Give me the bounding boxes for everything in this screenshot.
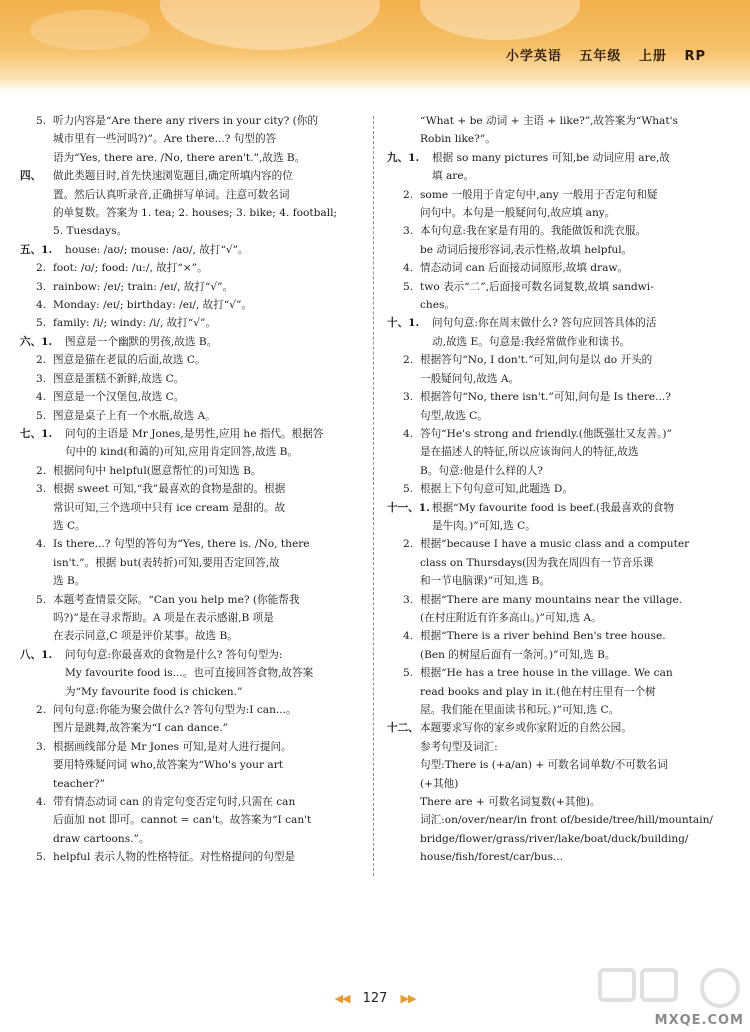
answer-item bbox=[20, 333, 363, 351]
item-number: 六、1. bbox=[20, 335, 53, 348]
subject-label: 小学英语 bbox=[505, 49, 562, 64]
answer-item bbox=[20, 591, 363, 646]
item-text-line: 屋。我们能在里面读书和玩。)”可知,选 C。 bbox=[420, 704, 620, 716]
item-number: 2. bbox=[403, 188, 414, 201]
item-text-line: foot: /ʊ/; food: /u:/, 故打“×”。 bbox=[53, 262, 208, 275]
item-text-line: 和一节电脑课)”可知,选 B。 bbox=[420, 575, 551, 588]
answer-column-right bbox=[387, 112, 732, 867]
item-number: 十二、 bbox=[387, 722, 419, 735]
answer-item bbox=[20, 848, 363, 866]
item-text-line: house: /aʊ/; mouse: /aʊ/, 故打“√”。 bbox=[65, 243, 249, 256]
item-text-line: 为“My favourite food is chicken.” bbox=[65, 685, 243, 698]
item-text-line: Monday: /eɪ/; birthday: /eɪ/, 故打“√”。 bbox=[53, 299, 253, 312]
answer-item bbox=[387, 259, 732, 277]
item-number: 5. bbox=[36, 115, 47, 127]
item-text-line: 情态动词 can 后面接动词原形,故填 draw。 bbox=[420, 262, 629, 275]
grade-label: 五年级 bbox=[579, 49, 622, 64]
item-text-line: 动,故选 E。句意是:我经常做作业和读书。 bbox=[432, 335, 631, 348]
item-text-line: 问句中。本句是一般疑问句,故应填 any。 bbox=[420, 207, 616, 220]
watermark-text: MXQE.COM bbox=[654, 1013, 744, 1028]
item-number: 3. bbox=[36, 280, 47, 293]
item-number: 2. bbox=[403, 354, 414, 367]
next-arrows-icon: ▶▶ bbox=[400, 992, 416, 1005]
item-text-line: read books and play in it.(他在村庄里有一个树 bbox=[420, 685, 656, 698]
answer-item bbox=[20, 793, 363, 848]
item-number: 3. bbox=[403, 225, 414, 238]
item-number: 2. bbox=[36, 704, 47, 716]
answer-item bbox=[387, 499, 732, 536]
item-text-line: B。句意:他是什么样的人? bbox=[420, 464, 543, 477]
item-number: 4. bbox=[36, 796, 47, 809]
prev-arrows-icon: ◀◀ bbox=[334, 992, 350, 1005]
item-number: 4. bbox=[403, 427, 414, 440]
answer-item bbox=[20, 167, 363, 241]
item-number: 2. bbox=[403, 538, 414, 551]
item-text-line: some 一般用于肯定句中,any 一般用于否定句和疑 bbox=[420, 188, 658, 201]
answer-item bbox=[20, 646, 363, 701]
item-text-line: 根据 sweet 可知,“我”最喜欢的食物是甜的。根据 bbox=[53, 483, 286, 496]
item-text-line: 本题要求写你的家乡或你家附近的自然公园。 bbox=[420, 722, 632, 735]
item-text-line: 词汇:on/over/near/in front of/beside/tree/hill/mountain/ bbox=[420, 814, 713, 827]
item-number: 5. bbox=[36, 851, 47, 864]
item-text-line: My favourite food is...。也可直接回答食物,故答案 bbox=[65, 667, 314, 680]
item-text-line: 根据问句中 helpful(愿意帮忙的)可知选 B。 bbox=[53, 464, 262, 477]
item-text-line: draw cartoons.”。 bbox=[53, 832, 150, 845]
item-text-line: 是在描述人的特征,所以应该询问人的特征,故选 bbox=[420, 446, 639, 459]
page-number: 127 bbox=[362, 991, 388, 1006]
answer-item bbox=[387, 664, 732, 719]
item-text-line: 做此类题目时,首先快速浏览题目,确定所填内容的位 bbox=[53, 170, 293, 183]
item-number: 3. bbox=[403, 391, 414, 404]
item-text-line: teacher?” bbox=[53, 777, 106, 790]
answer-item bbox=[20, 351, 363, 369]
item-number: 十一、1. bbox=[387, 501, 430, 514]
item-text-line: 的单复数。答案为 1. tea; 2. houses; 3. bike; 4. football; bbox=[53, 207, 338, 220]
answer-item bbox=[387, 388, 732, 425]
volume-label: 上册 bbox=[638, 49, 667, 64]
item-text-line: house/fish/forest/car/bus... bbox=[420, 851, 564, 864]
item-text-line: class on Thursdays(因为我在周四有一节音乐课 bbox=[420, 556, 654, 569]
item-text-line: 答句“He's strong and friendly.(他既强壮又友善。)” bbox=[420, 427, 672, 440]
item-number: 5. bbox=[403, 667, 414, 680]
item-text-line: Robin like?”。 bbox=[420, 133, 496, 146]
item-text-line: 是牛肉。)”可知,选 C。 bbox=[432, 519, 536, 532]
book-info bbox=[494, 45, 706, 64]
item-text-line: 根据上下句句意可知,此题选 D。 bbox=[420, 483, 573, 496]
item-number: 五、1. bbox=[20, 243, 53, 256]
answer-item bbox=[387, 186, 732, 223]
item-text-line: 根据“because I have a music class and a computer bbox=[420, 538, 690, 551]
item-text-line: 选 B。 bbox=[53, 575, 86, 588]
item-number: 4. bbox=[36, 391, 47, 404]
item-text-line: 根据“My favourite food is beef.(我最喜欢的食物 bbox=[432, 501, 675, 514]
item-number: 5. bbox=[36, 409, 47, 422]
item-text-line: 问句句意:你能为聚会做什么? 答句句型为:I can...。 bbox=[53, 704, 297, 716]
answer-item bbox=[20, 259, 363, 277]
answer-item bbox=[20, 370, 363, 388]
item-number: 4. bbox=[36, 538, 47, 551]
answer-column-left bbox=[20, 112, 363, 867]
item-text-line: 问句句意:你在周末做什么? 答句应回答具体的活 bbox=[432, 317, 657, 330]
answer-item bbox=[387, 314, 732, 351]
item-text-line: 根据答句“No, I don't.”可知,问句是以 do 开头的 bbox=[420, 354, 653, 367]
item-text-line: (+其他) bbox=[420, 777, 459, 790]
answer-item bbox=[387, 480, 732, 498]
item-text-line: 置。然后认真听录音,正确拼写单词。注意可数名词 bbox=[53, 188, 290, 201]
item-text-line: 句型,故选 C。 bbox=[420, 409, 488, 422]
answer-item bbox=[387, 278, 732, 315]
item-text-line: 语为“Yes, there are. /No, there aren't.”,故选 B。 bbox=[53, 151, 306, 164]
answer-item bbox=[20, 425, 363, 462]
item-number: 5. bbox=[403, 483, 414, 496]
answer-item bbox=[20, 296, 363, 314]
answer-item bbox=[20, 535, 363, 590]
item-text-line: rainbow: /eɪ/; train: /eɪ/, 故打“√”。 bbox=[53, 280, 234, 293]
answer-item bbox=[20, 462, 363, 480]
item-text-line: 根据答句“No, there isn't.”可知,问句是 Is there...? bbox=[420, 391, 671, 404]
answer-item bbox=[20, 112, 363, 167]
item-number: 七、1. bbox=[20, 427, 53, 440]
item-number: 4. bbox=[36, 299, 47, 312]
item-text-line: 本题考查情景交际。“Can you help me? (你能帮我 bbox=[53, 593, 300, 606]
item-text-line: helpful 表示人物的性格特征。对性格提问的句型是 bbox=[53, 851, 296, 864]
item-text-line: 根据“There are many mountains near the village. bbox=[420, 593, 683, 606]
answer-item bbox=[20, 314, 363, 332]
item-text-line: 问句的主语是 Mr Jones,是男性,应用 he 指代。根据答 bbox=[65, 427, 324, 440]
answer-item bbox=[387, 535, 732, 590]
item-text-line: ches。 bbox=[420, 299, 456, 312]
answer-item bbox=[20, 278, 363, 296]
item-text-line: 根据画线部分是 Mr Jones 可知,是对人进行提问。 bbox=[53, 740, 292, 753]
item-number: 3. bbox=[36, 740, 47, 753]
item-text-line: family: /i/; windy: /i/, 故打“√”。 bbox=[53, 317, 217, 330]
item-text-line: 图意是猫在老鼠的后面,故选 C。 bbox=[53, 354, 206, 367]
item-text-line: 在表示同意,C 项是评价某事。故选 B。 bbox=[53, 630, 238, 643]
item-text-line: 图意是蛋糕不新鲜,故选 C。 bbox=[53, 372, 185, 385]
item-text-line: 本句句意:我在家是有用的。我能做饭和洗衣服。 bbox=[420, 225, 647, 238]
item-text-line: “What + be 动词 + 主语 + like?”,故答案为“What's bbox=[420, 115, 678, 127]
item-text-line: 后面加 not 即可。cannot = can't。故答案为“I can't bbox=[53, 814, 312, 827]
item-number: 5. bbox=[403, 280, 414, 293]
item-text-line: Is there...? 句型的答句为“Yes, there is. /No, there bbox=[53, 538, 310, 551]
item-text-line: 5. Tuesdays。 bbox=[53, 225, 128, 238]
item-text-line: 图意是一个幽默的男孩,故选 B。 bbox=[65, 335, 218, 348]
item-number: 5. bbox=[36, 317, 47, 330]
item-text-line: 吗?)”是在寻求帮助。A 项是在表示感谢,B 项是 bbox=[53, 611, 274, 624]
item-text-line: 根据“He has a tree house in the village. We can bbox=[420, 667, 673, 680]
item-text-line: be 动词后接形容词,表示性格,故填 helpful。 bbox=[420, 243, 633, 256]
item-text-line: 常识可知,三个选项中只有 ice cream 是甜的。故 bbox=[53, 501, 286, 514]
item-text-line: 根据 so many pictures 可知,be 动词应用 are,故 bbox=[432, 151, 670, 164]
item-text-line: 图片是跳舞,故答案为“I can dance.” bbox=[53, 722, 229, 735]
item-text-line: 要用特殊疑问词 who,故答案为“Who's your art bbox=[53, 759, 284, 772]
answer-item bbox=[387, 719, 732, 866]
item-text-line: 句中的 kind(和蔼的)可知,应用肯定回答,故选 B。 bbox=[65, 446, 299, 459]
edition-label: RP bbox=[684, 49, 706, 64]
answer-item bbox=[387, 425, 732, 480]
item-text-line: isn't.”。根据 but(表转折)可知,要用否定回答,故 bbox=[53, 556, 280, 569]
item-text-line: 句型:There is (+a/an) + 可数名词单数/不可数名词 bbox=[420, 759, 668, 772]
item-text-line: 选 C。 bbox=[53, 519, 86, 532]
item-number: 3. bbox=[36, 372, 47, 385]
item-text-line: 带有情态动词 can 的肯定句变否定句时,只需在 can bbox=[53, 796, 296, 809]
item-number: 八、1. bbox=[20, 648, 53, 661]
item-text-line: 根据“There is a river behind Ben's tree house. bbox=[420, 630, 666, 643]
answer-item bbox=[387, 112, 732, 149]
item-text-line: (在村庄附近有许多高山。)”可知,选 A。 bbox=[420, 611, 602, 624]
item-text-line: 参考句型及词汇: bbox=[420, 740, 498, 753]
item-number: 4. bbox=[403, 262, 414, 275]
item-number: 5. bbox=[36, 593, 47, 606]
item-number: 2. bbox=[36, 262, 47, 275]
item-number: 2. bbox=[36, 354, 47, 367]
answer-item bbox=[387, 149, 732, 186]
answer-item bbox=[20, 738, 363, 793]
item-text-line: two 表示“二”,后面接可数名词复数,故填 sandwi- bbox=[420, 280, 654, 293]
item-text-line: There are + 可数名词复数(+其他)。 bbox=[420, 796, 601, 809]
item-text-line: 填 are。 bbox=[432, 170, 475, 183]
item-number: 3. bbox=[403, 593, 414, 606]
item-text-line: (Ben 的树屋后面有一条河。)”可知,选 B。 bbox=[420, 648, 616, 661]
item-number: 四、 bbox=[20, 170, 42, 183]
answer-item bbox=[20, 241, 363, 259]
item-number: 4. bbox=[403, 630, 414, 643]
answer-item bbox=[387, 627, 732, 664]
item-text-line: 图意是一个汉堡包,故选 C。 bbox=[53, 391, 185, 404]
item-number: 十、1. bbox=[387, 317, 420, 330]
item-text-line: 城市里有一些河吗?)”。Are there...? 句型的答 bbox=[53, 133, 277, 146]
item-number: 2. bbox=[36, 464, 47, 477]
item-text-line: 一般疑问句,故选 A。 bbox=[420, 372, 520, 385]
answer-item bbox=[387, 351, 732, 388]
answer-item bbox=[387, 222, 732, 259]
item-text-line: bridge/flower/grass/river/lake/boat/duck/building/ bbox=[420, 832, 689, 845]
item-number: 3. bbox=[36, 483, 47, 496]
column-divider bbox=[373, 116, 374, 876]
answer-item bbox=[20, 480, 363, 535]
answer-item bbox=[20, 388, 363, 406]
answer-item bbox=[387, 591, 732, 628]
answer-item bbox=[20, 407, 363, 425]
answer-item bbox=[20, 701, 363, 738]
item-text-line: 听力内容是“Are there any rivers in your city? (你的 bbox=[53, 115, 318, 127]
item-text-line: 图意是桌子上有一个水瓶,故选 A。 bbox=[53, 409, 216, 422]
item-text-line: 问句句意:你最喜欢的食物是什么? 答句句型为: bbox=[65, 648, 283, 661]
item-number: 九、1. bbox=[387, 151, 420, 164]
